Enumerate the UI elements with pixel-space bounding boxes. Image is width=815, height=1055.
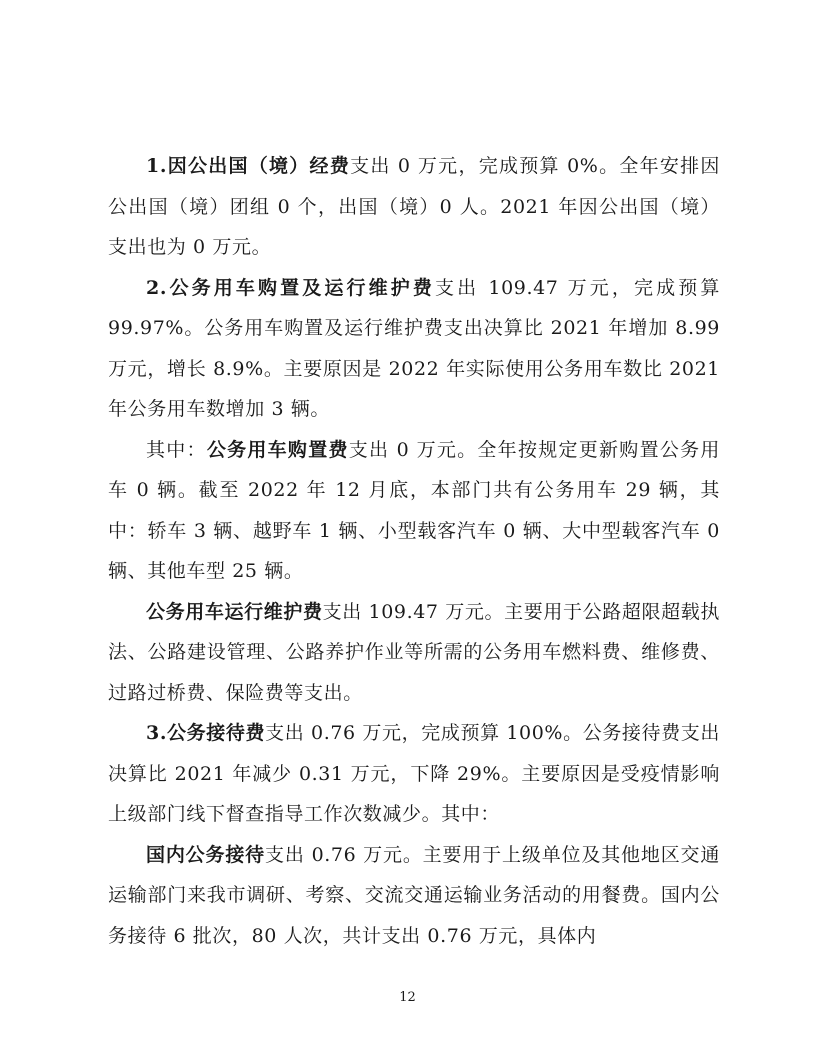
paragraph-text: 支出 109.47 万元，完成预算 99.97%。公务用车购置及运行维护费支出决算比 2021 年增加 8.99 万元，增长 8.9%。主要原因是 2022 年实际使用公务用车数比 2021 年公务用车数增加 3 辆。	[108, 276, 720, 420]
paragraph-text: 支出 0 万元，完成预算 0%。全年安排因公出国（境）团组 0 个，出国（境）0 人。2021 年因公出国（境）支出也为 0 万元。	[108, 155, 721, 258]
paragraph-heading: 2.公务用车购置及运行维护费	[146, 276, 436, 299]
paragraph-heading: 国内公务接待	[146, 843, 266, 866]
paragraph-vehicle-purchase	[108, 430, 720, 592]
paragraph-heading: 公务用车购置费	[206, 438, 349, 461]
paragraph-reception-costs	[108, 713, 720, 835]
paragraph-text: 支出 0.76 万元，完成预算 100%。公务接待费支出决算比 2021 年减少 0.31 万元，下降 29%。主要原因是受疫情影响上级部门线下督查指导工作次数减少。其中：	[108, 722, 720, 825]
document-body	[108, 146, 720, 956]
page-number: 12	[399, 990, 416, 1005]
paragraph-text: 支出 109.47 万元。主要用于公路超限超载执法、公路建设管理、公路养护作业等所需的公务用车燃料费、维修费、过路过桥费、保险费等支出。	[108, 600, 720, 704]
paragraph-heading: 1.因公出国（境）经费	[146, 155, 351, 177]
paragraph-text: 支出 0.76 万元。主要用于上级单位及其他地区交通运输部门来我市调研、考察、交流交通运输业务活动的用餐费。国内公务接待 6 批次，80 人次，共计支出 0.76 万元，具体内	[108, 843, 720, 947]
paragraph-heading: 公务用车运行维护费	[146, 600, 323, 623]
paragraph-vehicle-maintenance	[108, 592, 720, 714]
paragraph-vehicle-costs	[108, 268, 720, 430]
paragraph-lead: 其中：	[146, 438, 207, 461]
paragraph-overseas-travel	[108, 146, 720, 268]
paragraph-domestic-reception	[108, 835, 720, 957]
paragraph-text: 支出 0 万元。全年按规定更新购置公务用车 0 辆。截至 2022 年 12 月底，本部门共有公务用车 29 辆，其中：轿车 3 辆、越野车 1 辆、小型载客汽车 0 辆、大中型载客汽车 0 辆、其他车型 25 辆。	[108, 438, 720, 582]
paragraph-heading: 3.公务接待费	[146, 722, 266, 744]
